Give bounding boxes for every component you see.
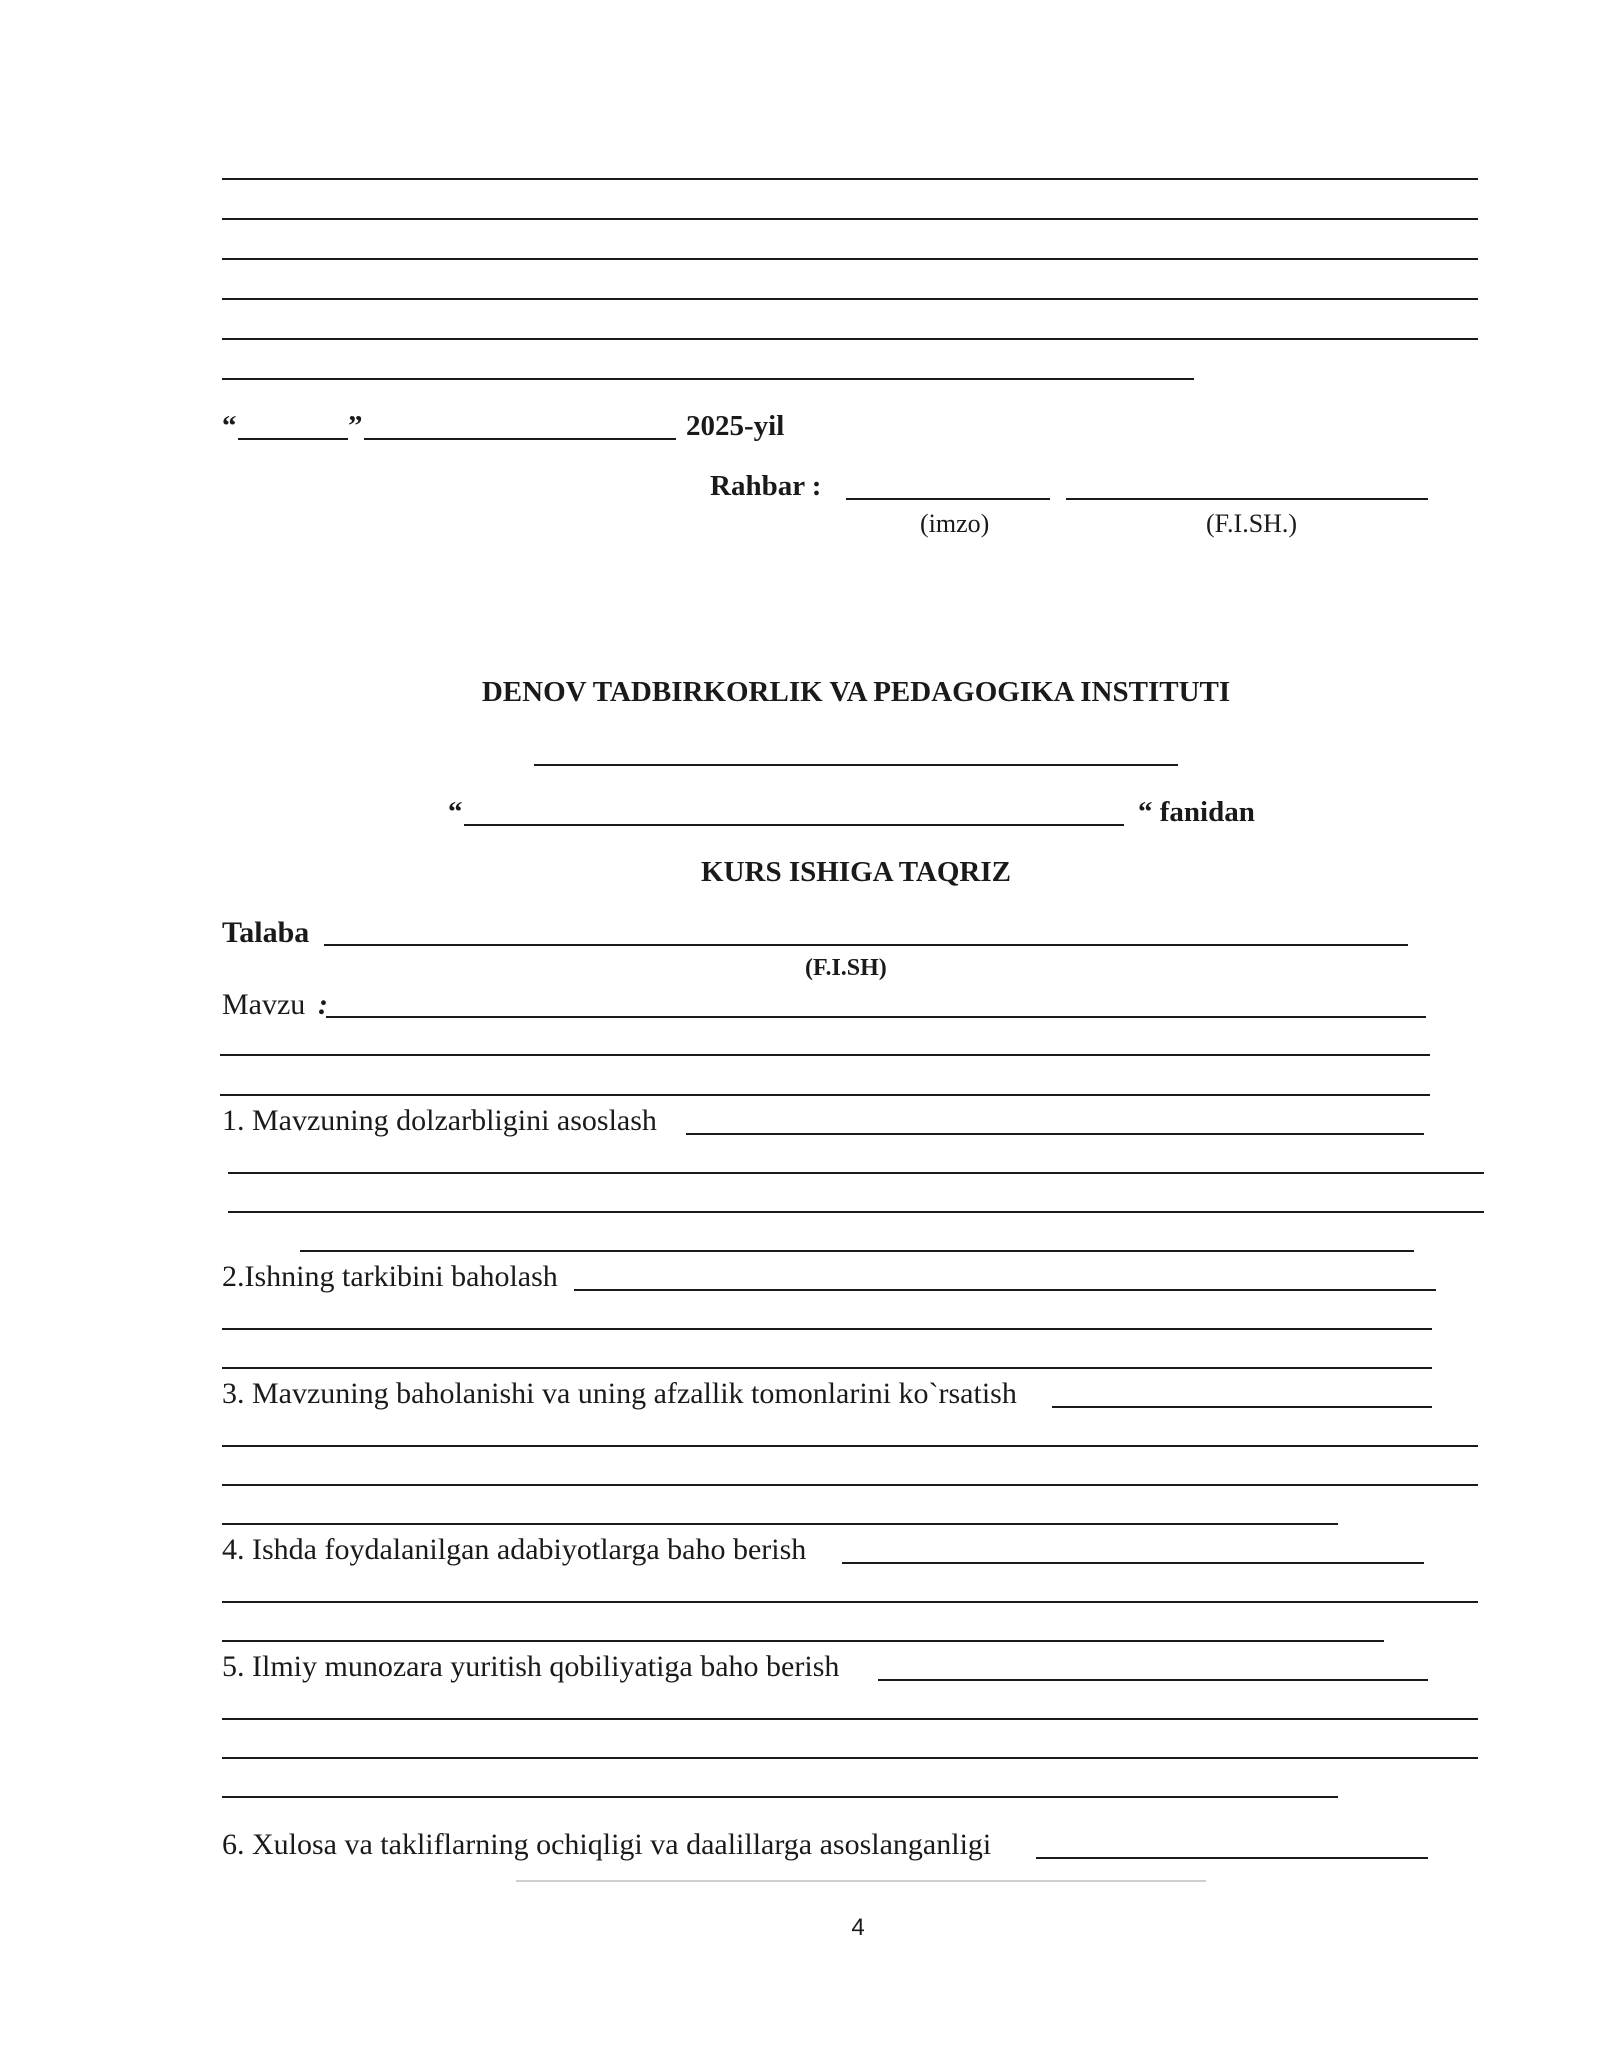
topic-blank <box>220 1054 1430 1056</box>
criterion-3-blank <box>222 1445 1478 1447</box>
name-caption: (F.I.SH.) <box>1206 509 1298 538</box>
criterion-6-label: 6. Xulosa va takliflarning ochiqligi va daalillarga asoslanganligi <box>222 1828 992 1861</box>
criterion-2-blank <box>574 1289 1436 1291</box>
criterion-1-blank <box>686 1133 1424 1135</box>
date-close-quote: ” <box>348 410 363 442</box>
supervisor-name-blank <box>1066 498 1428 500</box>
criterion-4-blank <box>842 1562 1424 1564</box>
criterion-1-blank <box>300 1250 1414 1252</box>
criterion-3-blank <box>1052 1406 1432 1408</box>
criterion-5-label: 5. Ilmiy munozara yuritish qobiliyatiga baho berish <box>222 1650 840 1683</box>
topic-blank <box>220 1094 1430 1096</box>
criterion-3-blank <box>222 1523 1338 1525</box>
criterion-1-blank <box>228 1211 1484 1213</box>
subject-blank <box>464 824 1124 826</box>
criterion-4-label: 4. Ishda foydalanilgan adabiyotlarga baho berish <box>222 1533 807 1566</box>
subject-open-quote: “ <box>448 796 463 828</box>
date-month-blank <box>364 438 676 440</box>
criterion-5-blank <box>222 1718 1478 1720</box>
student-name-blank <box>324 944 1408 946</box>
criterion-5-blank <box>222 1757 1478 1759</box>
criterion-3-label: 3. Mavzuning baholanishi va uning afzallik tomonlarini ko`rsatish <box>222 1377 1017 1410</box>
criterion-5-blank <box>878 1679 1428 1681</box>
criterion-6-blank <box>1036 1857 1428 1859</box>
criterion-1-label: 1. Mavzuning dolzarbligini asoslash <box>222 1104 657 1137</box>
criterion-3-blank <box>222 1484 1478 1486</box>
student-label: Talaba <box>222 916 310 949</box>
date-year: 2025-yil <box>686 410 785 442</box>
signature-caption: (imzo) <box>920 509 990 538</box>
subject-suffix: “ fanidan <box>1138 796 1255 828</box>
topic-blank <box>326 1016 1426 1018</box>
criterion-2-label: 2.Ishning tarkibini baholash <box>222 1260 558 1293</box>
date-day-blank <box>238 438 348 440</box>
criterion-2-blank <box>222 1367 1432 1369</box>
criterion-5-blank <box>222 1796 1338 1798</box>
topic-label: Mavzu <box>222 988 306 1021</box>
blank-line <box>222 258 1478 260</box>
date-open-quote: “ <box>222 410 237 442</box>
blank-line <box>222 178 1478 180</box>
signature-blank <box>846 498 1050 500</box>
department-blank <box>534 764 1178 766</box>
criterion-4-blank <box>222 1601 1478 1603</box>
criterion-4-blank <box>222 1640 1384 1642</box>
institute-name: DENOV TADBIRKORLIK VA PEDAGOGIKA INSTITUTI <box>481 676 1231 708</box>
supervisor-label: Rahbar : <box>710 470 822 502</box>
page-number: 4 <box>851 1914 865 1941</box>
blank-line <box>222 298 1478 300</box>
student-name-caption: (F.I.SH) <box>805 955 887 981</box>
blank-line <box>222 218 1478 220</box>
criterion-1-blank <box>228 1172 1484 1174</box>
page-edge-divider <box>516 1880 1206 1882</box>
criterion-2-blank <box>222 1328 1432 1330</box>
document-title: KURS ISHIGA TAQRIZ <box>701 856 1011 888</box>
topic-colon: : <box>318 988 328 1021</box>
blank-line <box>222 338 1478 340</box>
blank-line <box>222 378 1194 380</box>
